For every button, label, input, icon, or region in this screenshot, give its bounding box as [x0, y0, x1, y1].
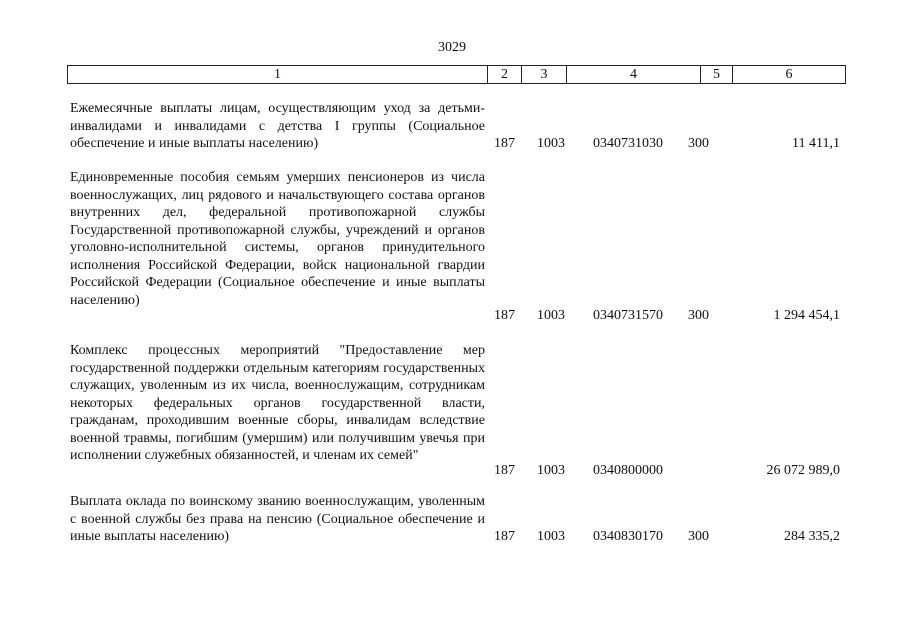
header-col-6: 6 [785, 67, 793, 82]
page-number: 3029 [438, 40, 466, 55]
row-sum: 284 335,2 [784, 529, 840, 544]
row-description: Единовременные пособия семьям умерших пенсионеров из числа военнослужащих, лиц рядового и начальствующего состава органов внутренних дел, федеральной противопожарной службы Государственной противопожарной службы, учреждений и органов уголовно-исполнительной системы, органов принудительного исполнения Российской Федерации, войск национальной гвардии Российской Федерации (Социальное обеспечение и иные выплаты населению) [70, 170, 485, 308]
row-glava: 187 [494, 463, 515, 478]
row-sum: 26 072 989,0 [766, 463, 840, 478]
table-row [67, 342, 846, 482]
row-description: Ежемесячные выплаты лицам, осуществляющим уход за детьми-инвалидами и инвалидами с детства I группы (Социальное обеспечение и иные выплаты населению) [70, 101, 485, 151]
table-row [67, 493, 846, 548]
header-col-1: 1 [68, 66, 488, 83]
row-target-code: 0340731030 [593, 136, 663, 151]
header-col-4: 4 [567, 66, 701, 83]
table-row [67, 169, 846, 329]
row-section: 1003 [537, 463, 565, 478]
row-glava: 187 [494, 308, 515, 323]
row-description: Выплата оклада по воинскому званию военнослужащим, уволенным с военной службы без права на пенсию (Социальное обеспечение и иные выплаты населению) [70, 494, 485, 544]
row-target-code: 0340800000 [593, 463, 663, 478]
row-sum: 1 294 454,1 [773, 308, 840, 323]
row-glava: 187 [494, 529, 515, 544]
table-row [67, 100, 846, 154]
table-header [67, 65, 846, 84]
header-col-5: 5 [701, 66, 733, 83]
header-col-3: 3 [522, 66, 567, 83]
row-sum: 11 411,1 [792, 136, 840, 151]
row-section: 1003 [537, 529, 565, 544]
row-section: 1003 [537, 308, 565, 323]
row-expense-type: 300 [688, 136, 709, 151]
row-expense-type: 300 [688, 529, 709, 544]
header-col-2: 2 [488, 66, 522, 83]
row-glava: 187 [494, 136, 515, 151]
row-section: 1003 [537, 136, 565, 151]
row-expense-type: 300 [688, 308, 709, 323]
row-target-code: 0340830170 [593, 529, 663, 544]
row-description: Комплекс процессных мероприятий "Предоставление мер государственной поддержки отдельным категориям государственных служащих, уволенным из их числа, военнослужащим, сотрудникам некоторых федеральных органов государственной власти, гражданам, проходившим военные сборы, инвалидам вследствие военной травмы, погибшим (умершим) или получившим увечья при исполнении служебных обязанностей, и членам их семей" [70, 343, 485, 463]
row-target-code: 0340731570 [593, 308, 663, 323]
